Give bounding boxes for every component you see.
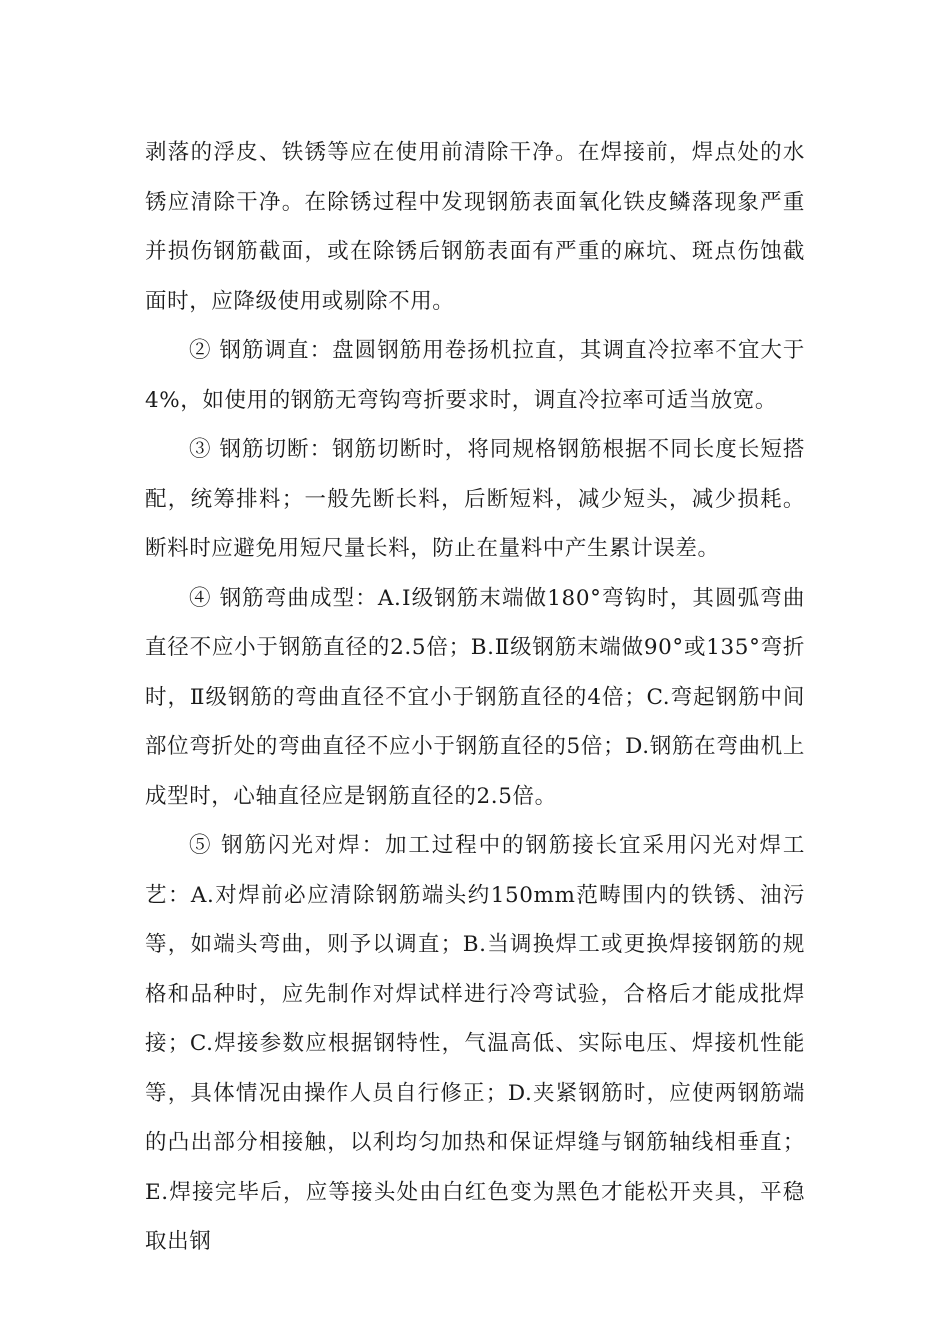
paragraph-bending: ④ 钢筋弯曲成型：A.Ⅰ级钢筋末端做180°弯钩时，其圆弧弯曲直径不应小于钢筋直径的2.5倍；B.Ⅱ级钢筋末端做90°或135°弯折时，Ⅱ级钢筋的弯曲直径不宜小于钢筋直径的4倍；C.弯起钢筋中间部位弯折处的弯曲直径不应小于钢筋直径的5倍；D.钢筋在弯曲机上成型时，心轴直径应是钢筋直径的2.5倍。 [145, 585, 805, 809]
paragraph-flash-welding: ⑤ 钢筋闪光对焊：加工过程中的钢筋接长宜采用闪光对焊工艺：A.对焊前必应清除钢筋端头约150mm范畴围内的铁锈、油污等，如端头弯曲，则予以调直；B.当调换焊工或更换焊接钢筋的规格和品种时，应先制作对焊试样进行冷弯试验，合格后才能成批焊接；C.焊接参数应根据钢特性，气温高低、实际电压、焊接机性能等，具体情况由操作人员自行修正；D.夹紧钢筋时，应使两钢筋端的凸出部分相接触，以利均匀加热和保证焊缝与钢筋轴线相垂直；E.焊接完毕后，应等接头处由白红色变为黑色才能松开夹具，平稳取出钢 [145, 833, 805, 1254]
paragraph-cutting: ③ 钢筋切断：钢筋切断时，将同规格钢筋根据不同长度长短搭配，统筹排料；一般先断长料，后断短料，减少短头，减少损耗。断料时应避免用短尺量长料，防止在量料中产生累计误差。 [145, 437, 805, 561]
paragraph-rust-removal: 剥落的浮皮、铁锈等应在使用前清除干净。在焊接前，焊点处的水锈应清除干净。在除锈过程中发现钢筋表面氧化铁皮鳞落现象严重并损伤钢筋截面，或在除锈后钢筋表面有严重的麻坑、斑点伤蚀截面时，应降级使用或剔除不用。 [145, 140, 805, 314]
document-body [145, 128, 805, 1267]
paragraph-straightening: ② 钢筋调直：盘圆钢筋用卷扬机拉直，其调直冷拉率不宜大于4%，如使用的钢筋无弯钩弯折要求时，调直冷拉率可适当放宽。 [145, 338, 805, 413]
